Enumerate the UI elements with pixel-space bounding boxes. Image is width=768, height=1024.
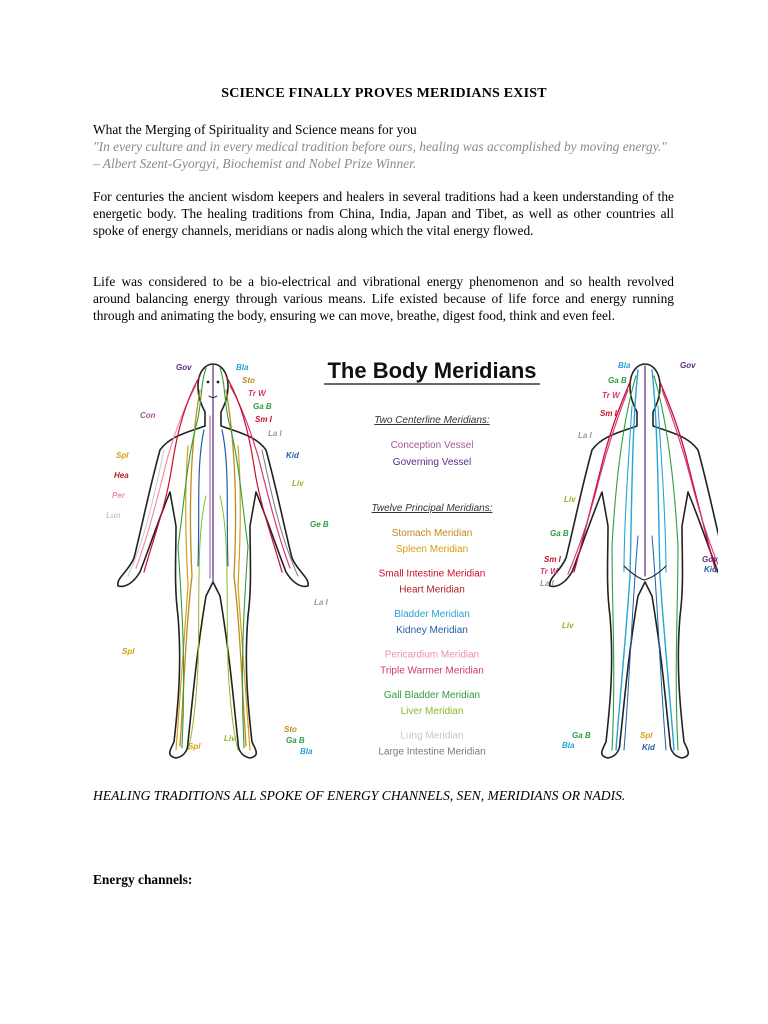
front-label-kid: Kid xyxy=(286,451,299,460)
figure-title: The Body Meridians xyxy=(327,358,537,383)
document-title: SCIENCE FINALLY PROVES MERIDIANS EXIST xyxy=(221,86,547,101)
legend-kidney-meridian: Kidney Meridian xyxy=(396,625,468,636)
front-label-liv-2: Liv xyxy=(224,734,236,743)
figure-caption: HEALING TRADITIONS ALL SPOKE OF ENERGY CHANNELS, SEN, MERIDIANS OR NADIS. xyxy=(93,788,626,803)
back-body-illustration xyxy=(550,364,718,758)
front-label-bla-2: Bla xyxy=(300,747,313,756)
back-label-trw-2: Tr W xyxy=(540,567,558,576)
front-label-sto: Sto xyxy=(242,376,255,385)
legend-large-intestine-meridian: Large Intestine Meridian xyxy=(378,746,486,758)
legend-spleen-meridian: Spleen Meridian xyxy=(395,544,469,555)
back-label-gab: Ga B xyxy=(608,376,627,385)
back-label-gab-2: Ga B xyxy=(550,529,569,538)
back-label-liv-2: Liv xyxy=(562,621,574,630)
quote: "In every culture and in every medical tradition before ours, healing was accomplished by moving energy." – Albert Szent-Gyorgyi, Biochemist and Nobel Prize Winner. xyxy=(93,139,667,171)
back-label-lai: La I xyxy=(578,431,592,440)
front-label-geb: Ge B xyxy=(310,520,329,529)
legend-governing-vessel: Governing Vessel xyxy=(392,457,472,468)
principal-meridian-list xyxy=(378,528,485,758)
front-label-lun: Lun xyxy=(106,511,121,520)
back-label-lai-2: La I xyxy=(540,579,554,588)
front-label-trw: Tr W xyxy=(248,389,266,398)
back-label-smi: Sm I xyxy=(600,409,617,418)
legend-gall-bladder-meridian: Gall Bladder Meridian xyxy=(383,690,481,701)
front-label-smi: Sm I xyxy=(255,415,272,424)
legend-bladder-meridian: Bladder Meridian xyxy=(394,609,470,620)
back-label-spl: Spl xyxy=(640,731,653,740)
front-label-spl: Spl xyxy=(116,451,129,460)
legend-lung-meridian: Lung Meridian xyxy=(400,730,464,742)
front-label-lai: La I xyxy=(268,429,282,438)
back-label-trw: Tr W xyxy=(602,391,620,400)
paragraph-2: Life was considered to be a bio-electrical and vibrational energy phenomenon and so health revolved around balancing energy through various means. Life existed because of life force and energy running through and animating the body, ensuring we can move, breathe, digest food, think and even feel. xyxy=(93,274,674,323)
front-label-sto-2: Sto xyxy=(284,725,297,734)
front-label-liv: Liv xyxy=(292,479,304,488)
legend-small-intestine-meridian: Small Intestine Meridian xyxy=(378,568,486,580)
front-label-gov: Gov xyxy=(176,363,192,372)
front-label-hea: Hea xyxy=(114,471,129,480)
front-label-per: Per xyxy=(112,491,125,500)
front-label-con: Con xyxy=(140,411,156,420)
centerline-heading: Two Centerline Meridians: xyxy=(374,415,490,426)
meridian-legend xyxy=(324,358,540,758)
legend-triple-warmer-meridian: Triple Warmer Meridian xyxy=(380,665,484,677)
front-label-spl-2: Spl xyxy=(122,647,135,656)
back-label-kid-2: Kid xyxy=(642,743,655,752)
back-label-bla: Bla xyxy=(618,361,631,370)
back-label-smi-2: Sm I xyxy=(544,555,561,564)
legend-conception-vessel: Conception Vessel xyxy=(390,440,474,451)
document-subtitle: What the Merging of Spirituality and Science means for you xyxy=(93,122,417,137)
legend-stomach-meridian: Stomach Meridian xyxy=(391,528,473,539)
energy-channels-heading: Energy channels: xyxy=(93,872,193,887)
front-label-gab-2: Ga B xyxy=(286,736,305,745)
front-label-spl-3: Spl xyxy=(188,742,201,751)
front-body-illustration xyxy=(118,364,308,758)
legend-liver-meridian: Liver Meridian xyxy=(400,706,464,717)
back-label-gab-3: Ga B xyxy=(572,731,591,740)
back-label-gov-2: Gov xyxy=(702,555,718,564)
legend-pericardium-meridian: Pericardium Meridian xyxy=(384,649,480,661)
back-label-gov: Gov xyxy=(680,361,696,370)
front-label-bla: Bla xyxy=(236,363,249,372)
back-label-liv: Liv xyxy=(564,495,576,504)
back-label-bla-2: Bla xyxy=(562,741,575,750)
paragraph-1: For centuries the ancient wisdom keepers and healers in several traditions had a keen understanding of the energetic body. The healing traditions from China, India, Japan and Tibet, as well as other countries all spoke of energy channels, meridians or nadis along which the vital energy flowed. xyxy=(93,189,674,238)
principal-heading: Twelve Principal Meridians: xyxy=(371,503,493,514)
front-label-lai-2: La I xyxy=(314,598,328,607)
back-label-kid: Kid xyxy=(704,565,717,574)
front-label-gab: Ga B xyxy=(253,402,272,411)
legend-heart-meridian: Heart Meridian xyxy=(399,584,465,596)
body-meridians-figure xyxy=(88,346,718,770)
